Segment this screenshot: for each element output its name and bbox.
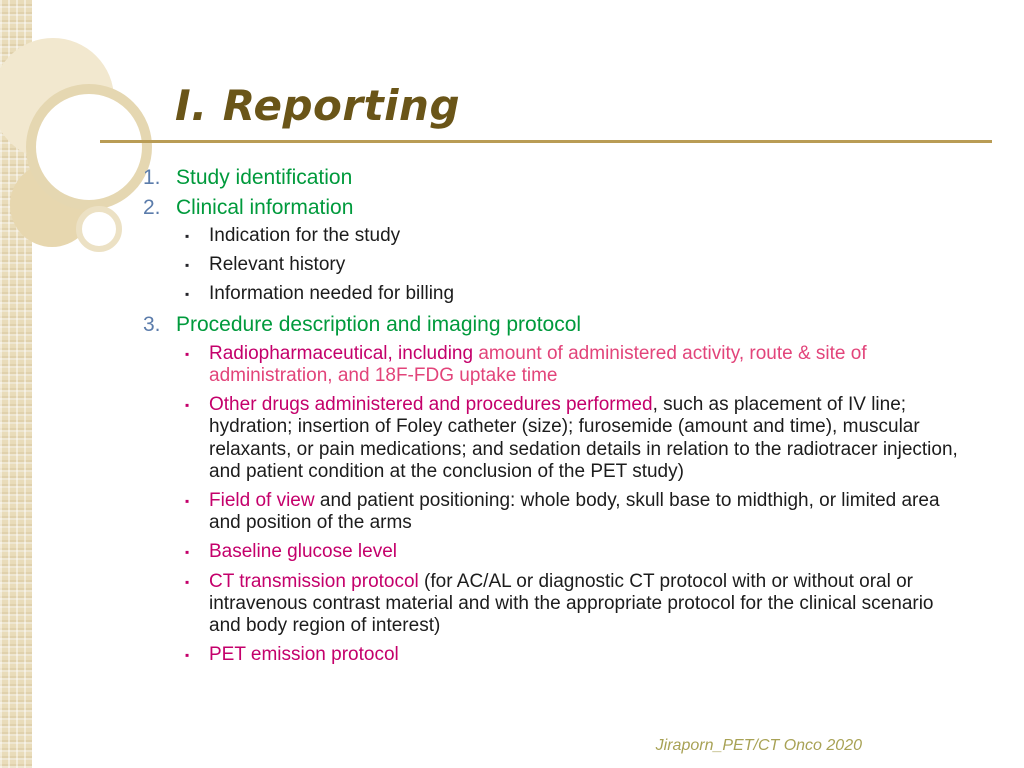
bullet-item [185,283,992,305]
item-number: 3. [143,313,161,337]
item-text: PET emission protocol [209,644,399,666]
bullet-item [185,394,992,483]
item-text: Other drugs administered and procedures performed, such as placement of IV line; hydration; insertion of Foley catheter (size); furosemide (amount and time), muscular relaxants, or pain medications; and sedation details in relation to the radiotracer injection, and patient condition at the conclusion of the PET study) [209,394,958,482]
bullet-icon: ▪ [185,287,190,302]
bullet-item [185,644,992,666]
bullet-icon: ▪ [185,346,190,361]
item-text: Clinical information [176,195,354,219]
numbered-item [143,165,992,191]
bullet-icon: ▪ [185,545,190,560]
numbered-item [143,195,992,221]
title-rule [100,140,992,143]
bullet-icon: ▪ [185,494,190,509]
item-text: Radiopharmaceutical, including amount of administered activity, route & site of administration, and 18F-FDG uptake time [209,342,867,386]
bullet-icon: ▪ [185,574,190,589]
numbered-item [143,312,992,338]
bullet-item [185,541,992,563]
item-number: 2. [143,195,161,219]
bullet-icon: ▪ [185,258,190,273]
item-number: 1. [143,166,161,190]
bullet-item [185,254,992,276]
item-text: Indication for the study [209,224,401,246]
bullet-icon: ▪ [185,228,190,243]
item-text: Study identification [176,166,353,190]
bullet-item [185,571,992,638]
content-list [143,165,992,666]
bullet-icon: ▪ [185,398,190,413]
item-text: Field of view and patient positioning: whole body, skull base to midthigh, or limited area and position of the arms [209,490,940,534]
item-text: Information needed for billing [209,283,455,305]
item-text: CT transmission protocol (for AC/AL or diagnostic CT protocol with or without oral or intravenous contrast material and with the appropriate protocol for the clinical scenario and body region of interest) [209,570,934,637]
bullet-item [185,225,992,247]
item-text: Procedure description and imaging protocol [176,313,582,337]
bullet-item [185,490,992,534]
item-text: Baseline glucose level [209,541,398,563]
bullet-icon: ▪ [185,648,190,663]
footer-credit: Jiraporn_PET/CT Onco 2020 [655,737,862,754]
bullet-item [185,343,992,387]
slide-content [100,60,992,674]
page-title: I. Reporting [175,81,461,130]
item-text: Relevant history [209,254,346,276]
